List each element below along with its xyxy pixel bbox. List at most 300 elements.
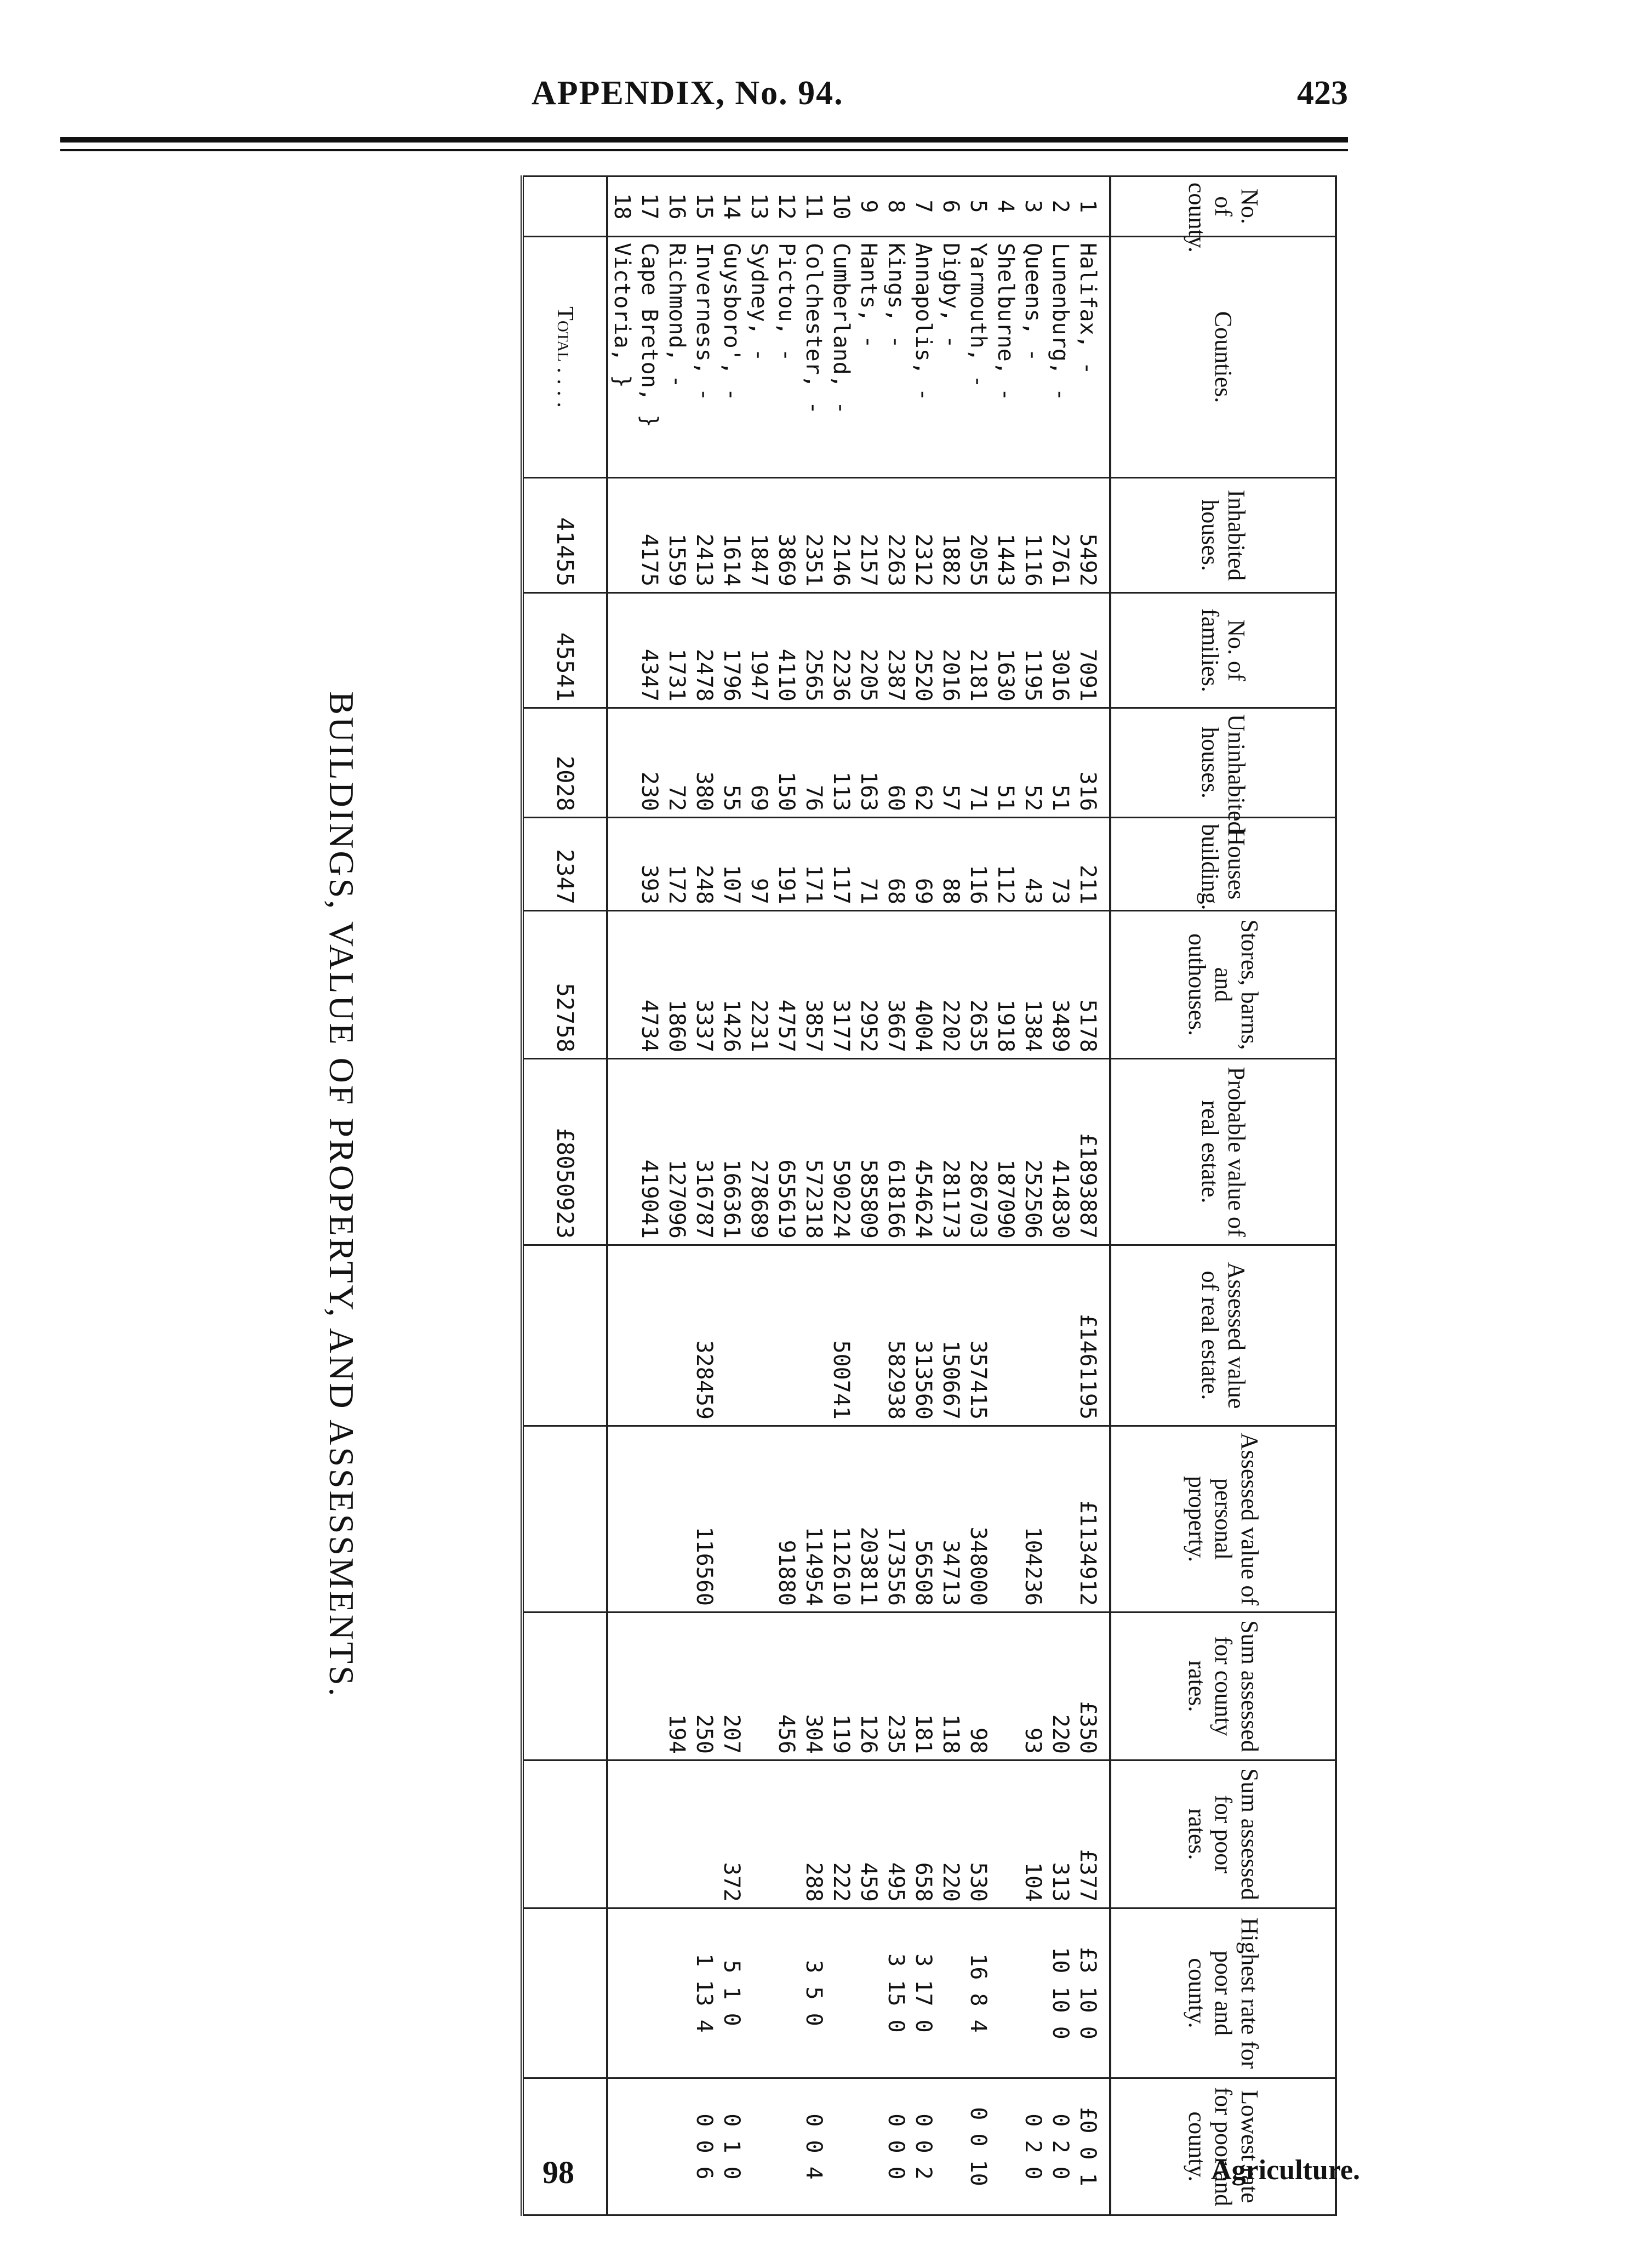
cell-uninhabited: 76 xyxy=(800,708,827,818)
cell-building xyxy=(607,818,636,911)
cell-county-rates: 181 xyxy=(910,1612,937,1760)
cell-uninhabited: 51 xyxy=(1047,708,1074,818)
cell-inhabited: 1882 xyxy=(937,478,964,593)
cell-no: 1 xyxy=(1074,176,1110,237)
table-row xyxy=(607,176,636,2215)
cell-inhabited: 1443 xyxy=(992,478,1019,593)
total-empty-cell xyxy=(522,2078,607,2215)
cell-lowest: 0 1 0 xyxy=(718,2078,745,2215)
cell-building: 117 xyxy=(827,818,855,911)
table-row xyxy=(937,176,964,2215)
cell-lowest xyxy=(937,2078,964,2215)
cell-probable-real: 590224 xyxy=(827,1059,855,1245)
cell-highest xyxy=(937,1908,964,2078)
cell-families: 2565 xyxy=(800,593,827,708)
cell-county: Cumberland, - xyxy=(827,237,855,478)
cell-probable-real: 655619 xyxy=(773,1059,800,1245)
cell-stores: 3489 xyxy=(1047,911,1074,1059)
cell-highest xyxy=(1019,1908,1047,2078)
cell-inhabited: 1559 xyxy=(663,478,690,593)
column-header: Stores, barns, and outhouses. xyxy=(1110,911,1336,1059)
cell-stores: 1860 xyxy=(663,911,690,1059)
table-row xyxy=(855,176,882,2215)
cell-county: Richmond, - xyxy=(663,237,690,478)
cell-families: 1630 xyxy=(992,593,1019,708)
cell-assessed-personal xyxy=(663,1426,690,1612)
cell-building: 116 xyxy=(964,818,992,911)
table-row xyxy=(1019,176,1047,2215)
cell-poor-rates xyxy=(663,1760,690,1908)
cell-poor-rates xyxy=(636,1760,663,1908)
column-header: Probable value of real estate. xyxy=(1110,1059,1336,1245)
cell-lowest: 0 0 10 xyxy=(964,2078,992,2215)
cell-probable-real: 166361 xyxy=(718,1059,745,1245)
cell-building: 191 xyxy=(773,818,800,911)
cell-stores: 4734 xyxy=(636,911,663,1059)
cell-county: Colchester, - xyxy=(800,237,827,478)
cell-stores: 5178 xyxy=(1074,911,1110,1059)
cell-lowest: 0 2 0 xyxy=(1047,2078,1074,2215)
cell-uninhabited: 69 xyxy=(745,708,773,818)
cell-uninhabited: 60 xyxy=(882,708,910,818)
cell-lowest: 0 0 4 xyxy=(800,2078,827,2215)
column-header: Sum assessed for poor rates. xyxy=(1110,1760,1336,1908)
cell-assessed-real xyxy=(855,1245,882,1426)
cell-families: 1195 xyxy=(1019,593,1047,708)
cell-county-rates: 235 xyxy=(882,1612,910,1760)
cell-assessed-personal: 104236 xyxy=(1019,1426,1047,1612)
cell-uninhabited: 316 xyxy=(1074,708,1110,818)
cell-stores: 1918 xyxy=(992,911,1019,1059)
cell-building: 107 xyxy=(718,818,745,911)
cell-no: 12 xyxy=(773,176,800,237)
cell-lowest xyxy=(855,2078,882,2215)
cell-county-rates: 118 xyxy=(937,1612,964,1760)
cell-county-rates: 119 xyxy=(827,1612,855,1760)
cell-stores: 3337 xyxy=(690,911,718,1059)
column-header: Assessed value of personal property. xyxy=(1110,1426,1336,1612)
cell-county-rates: 126 xyxy=(855,1612,882,1760)
cell-stores: 2952 xyxy=(855,911,882,1059)
column-header: Assessed value of real estate. xyxy=(1110,1245,1336,1426)
cell-stores: 2202 xyxy=(937,911,964,1059)
cell-assessed-real xyxy=(1047,1245,1074,1426)
cell-county: Shelburne, - xyxy=(992,237,1019,478)
cell-assessed-real: £1461195 xyxy=(1074,1245,1110,1426)
cell-no: 9 xyxy=(855,176,882,237)
cell-inhabited: 4175 xyxy=(636,478,663,593)
page-header xyxy=(60,74,1348,123)
cell-uninhabited: 113 xyxy=(827,708,855,818)
table-row xyxy=(964,176,992,2215)
cell-probable-real xyxy=(607,1059,636,1245)
cell-poor-rates: 495 xyxy=(882,1760,910,1908)
cell-probable-real: 281173 xyxy=(937,1059,964,1245)
total-empty-cell xyxy=(522,176,607,237)
cell-assessed-personal xyxy=(745,1426,773,1612)
cell-county: Kings, - xyxy=(882,237,910,478)
cell-assessed-real: 500741 xyxy=(827,1245,855,1426)
footer-page-number: 98 xyxy=(542,2155,574,2190)
column-header: Sum assessed for county rates. xyxy=(1110,1612,1336,1760)
cell-stores: 1384 xyxy=(1019,911,1047,1059)
cell-poor-rates: 459 xyxy=(855,1760,882,1908)
cell-highest xyxy=(855,1908,882,2078)
cell-poor-rates xyxy=(773,1760,800,1908)
cell-assessed-personal: 116560 xyxy=(690,1426,718,1612)
cell-building: 69 xyxy=(910,818,937,911)
cell-assessed-real xyxy=(663,1245,690,1426)
table-total-row xyxy=(522,176,607,2215)
cell-families: 2236 xyxy=(827,593,855,708)
cell-building: 112 xyxy=(992,818,1019,911)
cell-building: 88 xyxy=(937,818,964,911)
cell-lowest xyxy=(827,2078,855,2215)
cell-poor-rates: 222 xyxy=(827,1760,855,1908)
cell-probable-real: 127096 xyxy=(663,1059,690,1245)
cell-lowest: 0 0 0 xyxy=(882,2078,910,2215)
cell-building: 73 xyxy=(1047,818,1074,911)
cell-county-rates: 220 xyxy=(1047,1612,1074,1760)
cell-uninhabited: 55 xyxy=(718,708,745,818)
cell-assessed-personal: 34713 xyxy=(937,1426,964,1612)
cell-assessed-real xyxy=(773,1245,800,1426)
cell-no: 17 xyxy=(636,176,663,237)
cell-probable-real: 252506 xyxy=(1019,1059,1047,1245)
rotated-table-area xyxy=(219,175,1337,2214)
column-header: Counties. xyxy=(1110,237,1336,478)
cell-assessed-real: 150667 xyxy=(937,1245,964,1426)
cell-building: 68 xyxy=(882,818,910,911)
table-row xyxy=(827,176,855,2215)
column-header: Uninhabited houses. xyxy=(1110,708,1336,818)
cell-poor-rates xyxy=(690,1760,718,1908)
cell-families: 7091 xyxy=(1074,593,1110,708)
cell-building: 43 xyxy=(1019,818,1047,911)
total-label: Total . . . . xyxy=(522,237,607,478)
cell-highest xyxy=(773,1908,800,2078)
cell-assessed-real xyxy=(636,1245,663,1426)
cell-county: Sydney, - xyxy=(745,237,773,478)
cell-probable-real: 618166 xyxy=(882,1059,910,1245)
cell-poor-rates xyxy=(745,1760,773,1908)
cell-building: 393 xyxy=(636,818,663,911)
cell-highest: 10 10 0 xyxy=(1047,1908,1074,2078)
cell-county: Yarmouth, - xyxy=(964,237,992,478)
cell-no: 4 xyxy=(992,176,1019,237)
total-stores: 52758 xyxy=(522,911,607,1059)
cell-no: 8 xyxy=(882,176,910,237)
cell-county: Digby, - xyxy=(937,237,964,478)
cell-county: Inverness, - xyxy=(690,237,718,478)
table-row xyxy=(1047,176,1074,2215)
cell-families xyxy=(607,593,636,708)
table-row xyxy=(992,176,1019,2215)
cell-assessed-personal: 114954 xyxy=(800,1426,827,1612)
cell-probable-real: 187090 xyxy=(992,1059,1019,1245)
table-row xyxy=(663,176,690,2215)
total-empty-cell xyxy=(522,1760,607,1908)
cell-building: 248 xyxy=(690,818,718,911)
cell-assessed-real: 357415 xyxy=(964,1245,992,1426)
cell-assessed-personal xyxy=(718,1426,745,1612)
cell-inhabited: 2157 xyxy=(855,478,882,593)
cell-uninhabited: 71 xyxy=(964,708,992,818)
cell-probable-real: 278689 xyxy=(745,1059,773,1245)
cell-building: 172 xyxy=(663,818,690,911)
cell-inhabited: 2263 xyxy=(882,478,910,593)
cell-county-rates xyxy=(992,1612,1019,1760)
cell-lowest xyxy=(607,2078,636,2215)
cell-families: 1731 xyxy=(663,593,690,708)
cell-stores: 1426 xyxy=(718,911,745,1059)
cell-county: Annapolis, - xyxy=(910,237,937,478)
cell-no: 2 xyxy=(1047,176,1074,237)
cell-probable-real: 585809 xyxy=(855,1059,882,1245)
page-number: 423 xyxy=(1297,75,1348,112)
cell-stores: 3857 xyxy=(800,911,827,1059)
cell-poor-rates: 658 xyxy=(910,1760,937,1908)
cell-inhabited: 2351 xyxy=(800,478,827,593)
cell-county-rates: 207 xyxy=(718,1612,745,1760)
cell-stores: 4757 xyxy=(773,911,800,1059)
cell-lowest: £0 0 1 xyxy=(1074,2078,1110,2215)
total-uninhabited: 2028 xyxy=(522,708,607,818)
cell-uninhabited: 52 xyxy=(1019,708,1047,818)
cell-county: Guysboro', - xyxy=(718,237,745,478)
cell-probable-real: 414830 xyxy=(1047,1059,1074,1245)
cell-inhabited: 2312 xyxy=(910,478,937,593)
cell-uninhabited: 72 xyxy=(663,708,690,818)
cell-inhabited xyxy=(607,478,636,593)
cell-no: 15 xyxy=(690,176,718,237)
cell-uninhabited: 230 xyxy=(636,708,663,818)
cell-families: 2520 xyxy=(910,593,937,708)
total-building: 2347 xyxy=(522,818,607,911)
assessments-table xyxy=(521,175,1337,2216)
total-inhabited: 41455 xyxy=(522,478,607,593)
cell-stores: 2231 xyxy=(745,911,773,1059)
cell-uninhabited: 57 xyxy=(937,708,964,818)
cell-stores xyxy=(607,911,636,1059)
cell-poor-rates: 104 xyxy=(1019,1760,1047,1908)
column-header: Inhabited houses. xyxy=(1110,478,1336,593)
table-row xyxy=(745,176,773,2215)
cell-uninhabited xyxy=(607,708,636,818)
header-rule xyxy=(60,137,1348,143)
cell-no: 13 xyxy=(745,176,773,237)
cell-no: 11 xyxy=(800,176,827,237)
cell-poor-rates: 220 xyxy=(937,1760,964,1908)
column-header: Lowest rate for poor and county. xyxy=(1110,2078,1336,2215)
cell-stores: 3667 xyxy=(882,911,910,1059)
cell-county-rates: 456 xyxy=(773,1612,800,1760)
cell-building: 211 xyxy=(1074,818,1110,911)
cell-lowest xyxy=(992,2078,1019,2215)
cell-no: 18 xyxy=(607,176,636,237)
cell-uninhabited: 62 xyxy=(910,708,937,818)
cell-uninhabited: 380 xyxy=(690,708,718,818)
cell-assessed-real: 313560 xyxy=(910,1245,937,1426)
cell-assessed-personal: 348000 xyxy=(964,1426,992,1612)
cell-lowest xyxy=(663,2078,690,2215)
cell-assessed-real: 582938 xyxy=(882,1245,910,1426)
cell-building: 97 xyxy=(745,818,773,911)
cell-no: 10 xyxy=(827,176,855,237)
cell-poor-rates: £377 xyxy=(1074,1760,1110,1908)
column-header: No. of county. xyxy=(1110,176,1336,237)
cell-probable-real: 286703 xyxy=(964,1059,992,1245)
cell-probable-real: £1893887 xyxy=(1074,1059,1110,1245)
cell-families: 4110 xyxy=(773,593,800,708)
cell-assessed-personal: 173556 xyxy=(882,1426,910,1612)
cell-highest xyxy=(607,1908,636,2078)
cell-lowest: 0 0 6 xyxy=(690,2078,718,2215)
cell-highest: 1 13 4 xyxy=(690,1908,718,2078)
cell-assessed-personal xyxy=(1047,1426,1074,1612)
cell-poor-rates: 313 xyxy=(1047,1760,1074,1908)
cell-assessed-real xyxy=(992,1245,1019,1426)
table-row xyxy=(882,176,910,2215)
cell-inhabited: 1116 xyxy=(1019,478,1047,593)
cell-lowest: 0 0 2 xyxy=(910,2078,937,2215)
cell-assessed-real xyxy=(745,1245,773,1426)
cell-highest xyxy=(992,1908,1019,2078)
cell-highest xyxy=(745,1908,773,2078)
cell-uninhabited: 51 xyxy=(992,708,1019,818)
table-row xyxy=(718,176,745,2215)
header-rule-thin xyxy=(60,149,1348,151)
table-row xyxy=(910,176,937,2215)
cell-families: 1947 xyxy=(745,593,773,708)
cell-county: Lunenburg, - xyxy=(1047,237,1074,478)
cell-families: 2387 xyxy=(882,593,910,708)
cell-probable-real: 454624 xyxy=(910,1059,937,1245)
cell-county-rates: 98 xyxy=(964,1612,992,1760)
cell-county-rates xyxy=(636,1612,663,1760)
cell-families: 2205 xyxy=(855,593,882,708)
cell-county: Halifax, - xyxy=(1074,237,1110,478)
total-empty-cell xyxy=(522,1612,607,1760)
cell-assessed-real xyxy=(800,1245,827,1426)
cell-inhabited: 5492 xyxy=(1074,478,1110,593)
cell-probable-real: 316787 xyxy=(690,1059,718,1245)
cell-inhabited: 2413 xyxy=(690,478,718,593)
total-probable-real: £8050923 xyxy=(522,1059,607,1245)
total-families: 45541 xyxy=(522,593,607,708)
cell-families: 3016 xyxy=(1047,593,1074,708)
total-empty-cell xyxy=(522,1426,607,1612)
cell-lowest xyxy=(636,2078,663,2215)
cell-assessed-personal: £1134912 xyxy=(1074,1426,1110,1612)
cell-assessed-personal: 203811 xyxy=(855,1426,882,1612)
cell-assessed-real xyxy=(607,1245,636,1426)
cell-poor-rates: 530 xyxy=(964,1760,992,1908)
cell-county: Pictou, - xyxy=(773,237,800,478)
page-title: APPENDIX, No. 94. xyxy=(532,75,844,112)
cell-inhabited: 3869 xyxy=(773,478,800,593)
footer-section: Agriculture. xyxy=(1211,2155,1360,2186)
cell-county-rates: £350 xyxy=(1074,1612,1110,1760)
cell-inhabited: 1614 xyxy=(718,478,745,593)
table-row xyxy=(690,176,718,2215)
cell-poor-rates xyxy=(992,1760,1019,1908)
cell-highest: 3 17 0 xyxy=(910,1908,937,2078)
table-row xyxy=(773,176,800,2215)
cell-highest xyxy=(663,1908,690,2078)
cell-assessed-personal xyxy=(992,1426,1019,1612)
cell-uninhabited: 150 xyxy=(773,708,800,818)
cell-highest: 3 5 0 xyxy=(800,1908,827,2078)
cell-no: 16 xyxy=(663,176,690,237)
column-header: Highest rate for poor and county. xyxy=(1110,1908,1336,2078)
cell-county: Cape Breton, } xyxy=(636,237,663,478)
cell-highest xyxy=(827,1908,855,2078)
total-empty-cell xyxy=(522,1245,607,1426)
total-empty-cell xyxy=(522,1908,607,2078)
cell-families: 2181 xyxy=(964,593,992,708)
cell-highest: 5 1 0 xyxy=(718,1908,745,2078)
cell-highest: 16 8 4 xyxy=(964,1908,992,2078)
cell-probable-real: 419041 xyxy=(636,1059,663,1245)
cell-inhabited: 1847 xyxy=(745,478,773,593)
cell-stores: 4004 xyxy=(910,911,937,1059)
cell-no: 7 xyxy=(910,176,937,237)
cell-county-rates xyxy=(607,1612,636,1760)
cell-poor-rates: 372 xyxy=(718,1760,745,1908)
cell-building: 71 xyxy=(855,818,882,911)
cell-county-rates: 304 xyxy=(800,1612,827,1760)
table-header-row xyxy=(1110,176,1336,2215)
table-body xyxy=(522,176,1110,2215)
cell-county: Victoria, } xyxy=(607,237,636,478)
cell-uninhabited: 163 xyxy=(855,708,882,818)
cell-assessed-real xyxy=(1019,1245,1047,1426)
cell-inhabited: 2146 xyxy=(827,478,855,593)
table-caption: BUILDINGS, VALUE OF PROPERTY, AND ASSESSMENTS. xyxy=(322,691,361,1699)
cell-assessed-personal: 112610 xyxy=(827,1426,855,1612)
cell-families: 4347 xyxy=(636,593,663,708)
cell-assessed-real xyxy=(718,1245,745,1426)
cell-assessed-personal xyxy=(636,1426,663,1612)
cell-lowest: 0 2 0 xyxy=(1019,2078,1047,2215)
cell-stores: 3177 xyxy=(827,911,855,1059)
cell-stores: 2635 xyxy=(964,911,992,1059)
table-row xyxy=(800,176,827,2215)
cell-lowest xyxy=(773,2078,800,2215)
cell-inhabited: 2055 xyxy=(964,478,992,593)
cell-no: 3 xyxy=(1019,176,1047,237)
cell-families: 2016 xyxy=(937,593,964,708)
table-row xyxy=(636,176,663,2215)
cell-county: Hants, - xyxy=(855,237,882,478)
cell-assessed-real: 328459 xyxy=(690,1245,718,1426)
cell-poor-rates: 288 xyxy=(800,1760,827,1908)
cell-assessed-personal: 91880 xyxy=(773,1426,800,1612)
cell-building: 171 xyxy=(800,818,827,911)
cell-inhabited: 2761 xyxy=(1047,478,1074,593)
cell-probable-real: 572318 xyxy=(800,1059,827,1245)
cell-highest: £3 10 0 xyxy=(1074,1908,1110,2078)
cell-assessed-personal: 56508 xyxy=(910,1426,937,1612)
cell-county: Queens, - xyxy=(1019,237,1047,478)
cell-county-rates xyxy=(745,1612,773,1760)
cell-no: 14 xyxy=(718,176,745,237)
column-header: Houses building. xyxy=(1110,818,1336,911)
cell-no: 6 xyxy=(937,176,964,237)
cell-poor-rates xyxy=(607,1760,636,1908)
cell-no: 5 xyxy=(964,176,992,237)
